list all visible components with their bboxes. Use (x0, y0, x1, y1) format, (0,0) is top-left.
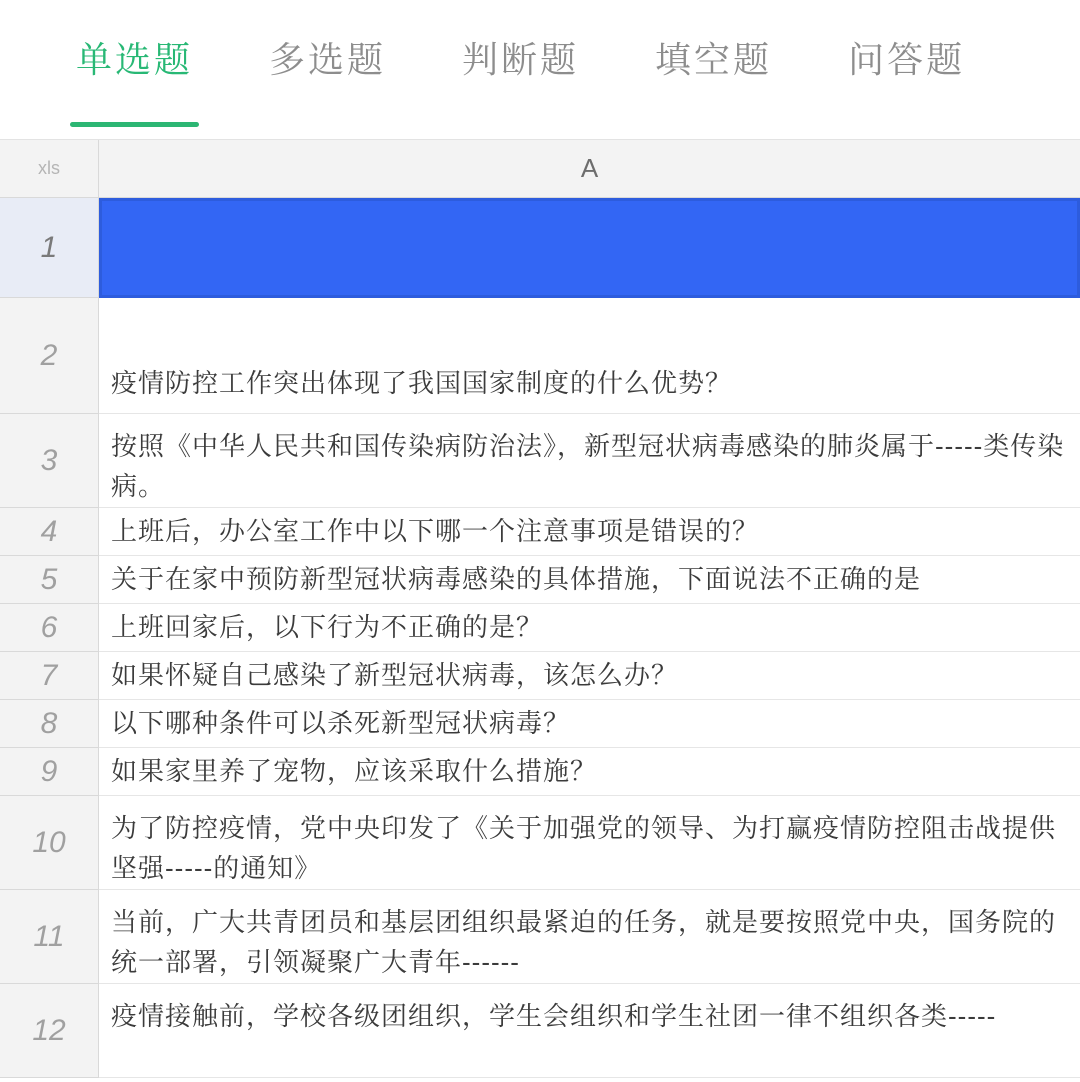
table-row[interactable] (0, 556, 1080, 604)
table-row[interactable] (0, 652, 1080, 700)
tab-single-choice[interactable] (70, 28, 199, 83)
active-tab-underline (70, 122, 199, 127)
table-row[interactable] (0, 748, 1080, 796)
row-header[interactable]: 11 (0, 890, 99, 984)
tab-label: 单选题 (76, 39, 194, 80)
cell-a10[interactable]: 为了防控疫情，党中央印发了《关于加强党的领导、为打赢疫情防控阻击战提供坚强-----的通知》 (99, 796, 1080, 890)
row-header[interactable]: 10 (0, 796, 99, 890)
cell-a5[interactable]: 关于在家中预防新型冠状病毒感染的具体措施，下面说法不正确的是 (99, 556, 1080, 604)
row-header[interactable]: 8 (0, 700, 99, 748)
table-row[interactable] (0, 198, 1080, 298)
cell-a9[interactable]: 如果家里养了宠物，应该采取什么措施？ (99, 748, 1080, 796)
table-row[interactable] (0, 604, 1080, 652)
cell-a7[interactable]: 如果怀疑自己感染了新型冠状病毒，该怎么办？ (99, 652, 1080, 700)
row-header[interactable]: 5 (0, 556, 99, 604)
table-row[interactable] (0, 796, 1080, 890)
tab-fill-blank[interactable] (649, 28, 778, 83)
cell-a4[interactable]: 上班后，办公室工作中以下哪一个注意事项是错误的？ (99, 508, 1080, 556)
cell-a11[interactable]: 当前，广大共青团员和基层团组织最紧迫的任务，就是要按照党中央，国务院的统一部署，引领凝聚广大青年------ (99, 890, 1080, 984)
row-header[interactable]: 1 (0, 198, 99, 298)
question-type-tabbar (0, 0, 1080, 140)
row-header[interactable]: 7 (0, 652, 99, 700)
tab-label: 判断题 (462, 39, 580, 80)
row-header[interactable]: 12 (0, 984, 99, 1078)
column-header-a[interactable]: A (99, 140, 1080, 198)
cell-a8[interactable]: 以下哪种条件可以杀死新型冠状病毒？ (99, 700, 1080, 748)
spreadsheet-header-row (0, 140, 1080, 198)
table-row[interactable] (0, 984, 1080, 1078)
table-row[interactable] (0, 890, 1080, 984)
sheet-corner-label[interactable]: xls (0, 140, 99, 198)
row-header[interactable]: 2 (0, 298, 99, 414)
table-row[interactable] (0, 298, 1080, 414)
table-row[interactable] (0, 700, 1080, 748)
spreadsheet (0, 140, 1080, 1078)
cell-a1[interactable] (99, 198, 1080, 298)
tab-label: 多选题 (269, 39, 387, 80)
tab-label: 问答题 (848, 39, 966, 80)
tab-multiple-choice[interactable] (263, 28, 392, 83)
row-header[interactable]: 3 (0, 414, 99, 508)
cell-a12[interactable]: 疫情接触前，学校各级团组织，学生会组织和学生社团一律不组织各类----- (99, 984, 1080, 1078)
tab-true-false[interactable] (456, 28, 585, 83)
row-header[interactable]: 4 (0, 508, 99, 556)
cell-a2[interactable]: 疫情防控工作突出体现了我国国家制度的什么优势？ (99, 298, 1080, 414)
row-header[interactable]: 9 (0, 748, 99, 796)
tab-label: 填空题 (655, 39, 773, 80)
cell-a3[interactable]: 按照《中华人民共和国传染病防治法》，新型冠状病毒感染的肺炎属于-----类传染病。 (99, 414, 1080, 508)
row-header[interactable]: 6 (0, 604, 99, 652)
tab-short-answer[interactable] (842, 28, 971, 83)
table-row[interactable] (0, 508, 1080, 556)
table-row[interactable] (0, 414, 1080, 508)
cell-a6[interactable]: 上班回家后，以下行为不正确的是？ (99, 604, 1080, 652)
